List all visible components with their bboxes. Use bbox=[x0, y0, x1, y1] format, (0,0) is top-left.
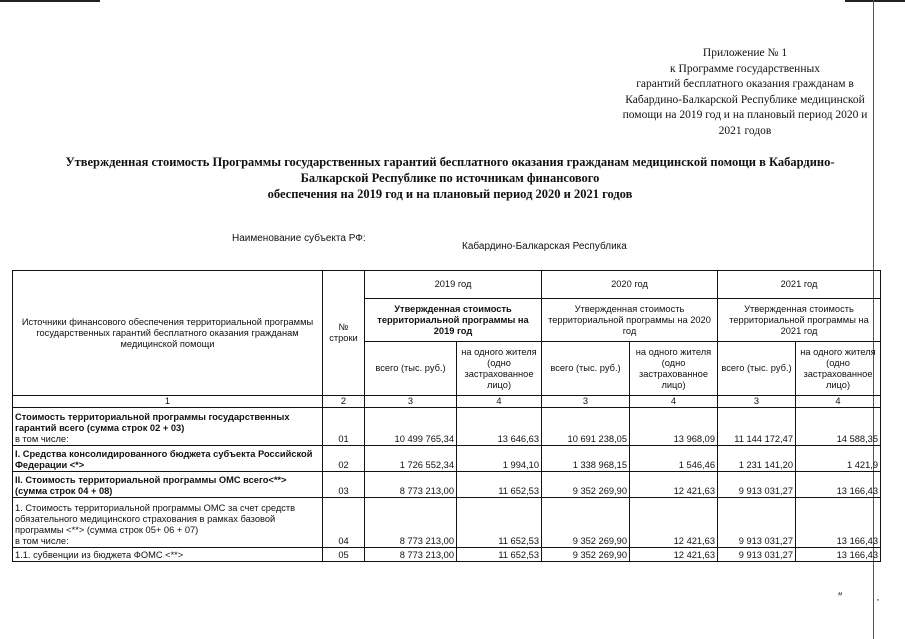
header-total: всего (тыс. руб.) bbox=[718, 342, 796, 396]
table-row bbox=[13, 548, 881, 562]
appendix-line: гарантий бесплатного оказания гражданам в bbox=[636, 78, 854, 90]
header-per-capita: на одного жителя (одно застрахованное лицо) bbox=[457, 342, 542, 396]
value-cell: 9 913 031,27 bbox=[718, 548, 796, 562]
row-label: 1.1. субвенции из бюджета ФОМС <**> bbox=[13, 548, 323, 562]
header-total: всего (тыс. руб.) bbox=[542, 342, 630, 396]
col-number: 1 bbox=[13, 396, 323, 408]
header-approved-2021: Утвержденная стоимость территориальной программы на 2021 год bbox=[718, 299, 881, 342]
title-line: обеспечения на 2019 год и на плановый период 2020 и 2021 годов bbox=[267, 187, 633, 201]
value-cell: 11 652,53 bbox=[457, 472, 542, 498]
value-cell: 1 421,9 bbox=[796, 446, 881, 472]
row-number: 04 bbox=[323, 498, 365, 548]
value-cell: 13 166,43 bbox=[796, 472, 881, 498]
value-cell: 10 499 765,34 bbox=[365, 408, 457, 446]
row-label: I. Средства консолидированного бюджета субъекта Российской Федерации <*> bbox=[13, 446, 323, 472]
value-cell: 12 421,63 bbox=[630, 548, 718, 562]
appendix-line: Приложение № 1 bbox=[702, 47, 788, 59]
value-cell: 1 231 141,20 bbox=[718, 446, 796, 472]
table-row bbox=[13, 408, 881, 446]
header-per-capita: на одного жителя (одно застрахованное лицо) bbox=[796, 342, 881, 396]
col-number: 3 bbox=[718, 396, 796, 408]
table-row bbox=[13, 498, 881, 548]
table-row bbox=[13, 472, 881, 498]
header-total: всего (тыс. руб.) bbox=[365, 342, 457, 396]
col-number: 4 bbox=[630, 396, 718, 408]
row-sublabel: в том числе: bbox=[15, 536, 69, 546]
row-label: II. Стоимость территориальной программы ОМС всего<**> (сумма строк 04 + 08) bbox=[13, 472, 323, 498]
appendix-line: 2021 годов bbox=[718, 124, 772, 137]
appendix-line: помощи на 2019 год и на плановый период 2020 и bbox=[622, 109, 868, 121]
header-approved-2020: Утвержденная стоимость территориальной программы на 2020 год bbox=[542, 299, 718, 342]
value-cell: 14 588,35 bbox=[796, 408, 881, 446]
row-number: 02 bbox=[323, 446, 365, 472]
appendix-line: к Программе государственных bbox=[670, 62, 820, 75]
value-cell: 10 691 238,05 bbox=[542, 408, 630, 446]
scan-mark: ″ bbox=[838, 590, 843, 604]
value-cell: 9 352 269,90 bbox=[542, 548, 630, 562]
scan-edge-top-right bbox=[845, 0, 905, 2]
value-cell: 13 646,63 bbox=[457, 408, 542, 446]
value-cell: 11 144 172,47 bbox=[718, 408, 796, 446]
value-cell: 13 968,09 bbox=[630, 408, 718, 446]
header-row-number: № строки bbox=[323, 271, 365, 396]
col-number: 3 bbox=[365, 396, 457, 408]
col-number: 4 bbox=[796, 396, 881, 408]
row-label: 1. Стоимость территориальной программы ОМС за счет средств обязательного медицинского страхования в рамках базовой программы <**> (сумма строк 05+ 06 + 07) в том числе: bbox=[13, 498, 323, 548]
document-title bbox=[20, 154, 880, 202]
subject-label: Наименование субъекта РФ: bbox=[232, 233, 366, 244]
title-line: Балкарской Республике по источникам финансового bbox=[300, 171, 600, 185]
header-year-2020: 2020 год bbox=[542, 271, 718, 299]
value-cell: 11 652,53 bbox=[457, 548, 542, 562]
scan-mark: · bbox=[876, 592, 880, 606]
value-cell: 1 994,10 bbox=[457, 446, 542, 472]
value-cell: 1 726 552,34 bbox=[365, 446, 457, 472]
cost-table bbox=[12, 270, 881, 562]
scan-edge-top-left bbox=[0, 0, 100, 2]
value-cell: 9 913 031,27 bbox=[718, 472, 796, 498]
title-line: Утвержденная стоимость Программы государственных гарантий бесплатного оказания гражданам медицинской помощи в Кабардино- bbox=[65, 155, 835, 169]
header-year-2019: 2019 год bbox=[365, 271, 542, 299]
value-cell: 9 352 269,90 bbox=[542, 498, 630, 548]
value-cell: 9 913 031,27 bbox=[718, 498, 796, 548]
row-sublabel: в том числе: bbox=[15, 434, 69, 444]
table-row bbox=[13, 446, 881, 472]
header-year-2021: 2021 год bbox=[718, 271, 881, 299]
value-cell: 8 773 213,00 bbox=[365, 498, 457, 548]
appendix-note bbox=[600, 46, 890, 139]
header-source: Источники финансового обеспечения территориальной программы государственных гарантий бесплатного оказания гражданам медицинской помощи bbox=[13, 271, 323, 396]
value-cell: 13 166,43 bbox=[796, 498, 881, 548]
value-cell: 1 338 968,15 bbox=[542, 446, 630, 472]
col-number: 4 bbox=[457, 396, 542, 408]
row-number: 03 bbox=[323, 472, 365, 498]
header-approved-2019: Утвержденная стоимость территориальной программы на 2019 год bbox=[365, 299, 542, 342]
appendix-line: Кабардино-Балкарской Республике медицинской bbox=[625, 93, 865, 106]
col-number: 3 bbox=[542, 396, 630, 408]
header-per-capita: на одного жителя (одно застрахованное лицо) bbox=[630, 342, 718, 396]
value-cell: 12 421,63 bbox=[630, 498, 718, 548]
value-cell: 9 352 269,90 bbox=[542, 472, 630, 498]
row-label: Стоимость территориальной программы государственных гарантий всего (сумма строк 02 + 03) в том числе: bbox=[13, 408, 323, 446]
row-number: 01 bbox=[323, 408, 365, 446]
col-number: 2 bbox=[323, 396, 365, 408]
value-cell: 8 773 213,00 bbox=[365, 548, 457, 562]
row-number: 05 bbox=[323, 548, 365, 562]
value-cell: 8 773 213,00 bbox=[365, 472, 457, 498]
value-cell: 13 166,43 bbox=[796, 548, 881, 562]
value-cell: 12 421,63 bbox=[630, 472, 718, 498]
value-cell: 1 546,46 bbox=[630, 446, 718, 472]
subject-value: Кабардино-Балкарская Республика bbox=[462, 241, 627, 252]
value-cell: 11 652,53 bbox=[457, 498, 542, 548]
